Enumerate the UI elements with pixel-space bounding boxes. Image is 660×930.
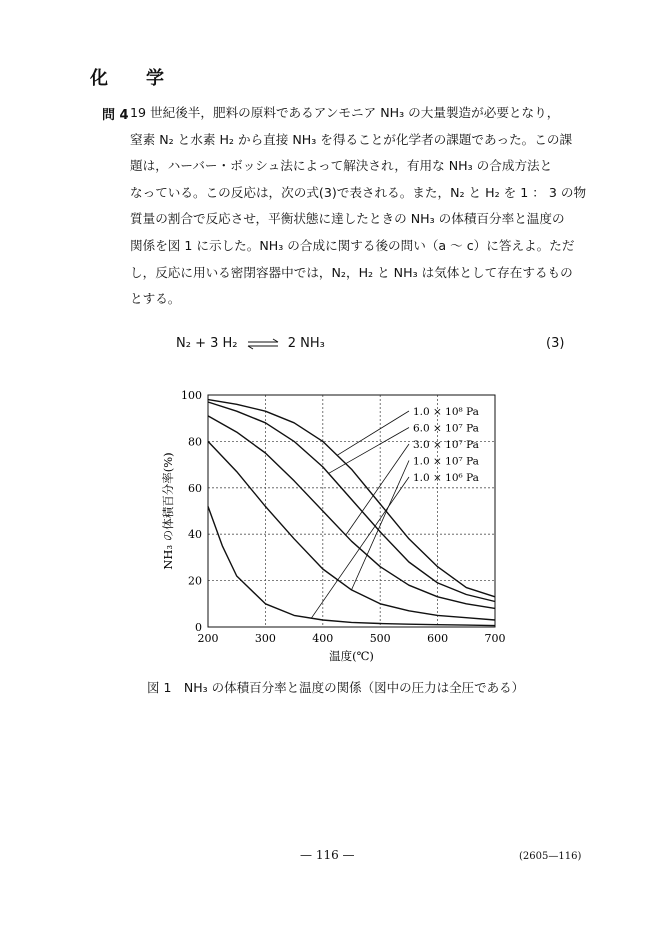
question-text (130, 100, 587, 313)
x-tick-label: 700 (484, 632, 506, 645)
equation-left: N₂ + 3 H₂ (176, 336, 238, 351)
legend-label: 1.0 × 10⁸ Pa (413, 406, 479, 418)
x-tick-label: 300 (254, 632, 276, 645)
question-line: 19 世紀後半，肥料の原料であるアンモニア NH₃ の大量製造が必要となり， (130, 105, 560, 120)
y-tick-label: 40 (188, 528, 202, 542)
x-tick-label: 400 (312, 632, 334, 645)
legend-label: 3.0 × 10⁷ Pa (413, 439, 479, 451)
question-line: 窒素 N₂ と水素 H₂ から直接 NH₃ を得ることが化学者の課題であった。この課 (130, 131, 573, 147)
question-line: とする。 (130, 291, 181, 307)
question-line: 関係を図 1 に示した。NH₃ の合成に関する後の問い（a ～ c）に答えよ。ただ (130, 237, 575, 253)
x-tick-label: 500 (369, 632, 391, 645)
figure-caption: 図 1 NH₃ の体積百分率と温度の関係（図中の圧力は全圧である） (147, 680, 525, 695)
x-axis-label: 温度(℃) (329, 649, 374, 663)
legend-label: 6.0 × 10⁷ Pa (413, 422, 479, 435)
y-axis-label: NH₃ の体積百分率(%) (161, 452, 175, 570)
y-tick-label: 100 (181, 389, 202, 402)
legend-leader-line (337, 411, 409, 455)
legend-leader-line (346, 444, 409, 535)
y-tick-label: 20 (188, 574, 202, 588)
y-tick-label: 60 (188, 481, 202, 495)
question-label: 問 4 (102, 108, 129, 123)
series-line (208, 506, 495, 625)
series-line (208, 441, 495, 620)
x-tick-label: 600 (427, 632, 449, 645)
question-line: し，反応に用いる密閉容器中では，N₂，H₂ と NH₃ は気体として存在するもの (130, 264, 573, 280)
question-line: 質量の割合で反応させ，平衡状態に達したときの NH₃ の体積百分率と温度の (130, 211, 565, 227)
equilibrium-arrow-icon (246, 338, 280, 350)
nh3-temperature-chart (140, 380, 520, 670)
question-line: なっている。この反応は，次の式(3)で表される。また，N₂ と H₂ を 1 ： 3 の物 (130, 184, 587, 200)
page-number: — 116 — (300, 848, 355, 862)
equation-number: (3) (546, 336, 565, 351)
legend-label: 1.0 × 10⁶ Pa (413, 472, 479, 484)
question-line: 題は，ハーバー・ボッシュ法によって解決され，有用な NH₃ の合成方法と (130, 158, 553, 174)
x-tick-label: 200 (197, 632, 219, 645)
chemical-equation (176, 336, 325, 351)
page-code: (2605—116) (519, 851, 582, 862)
y-tick-label: 80 (188, 435, 202, 449)
y-tick-label: 0 (195, 621, 202, 634)
section-title: 化 学 (90, 68, 174, 89)
legend-leader-line (329, 428, 409, 474)
equation-right: 2 NH₃ (287, 336, 325, 351)
legend-label: 1.0 × 10⁷ Pa (413, 455, 479, 468)
